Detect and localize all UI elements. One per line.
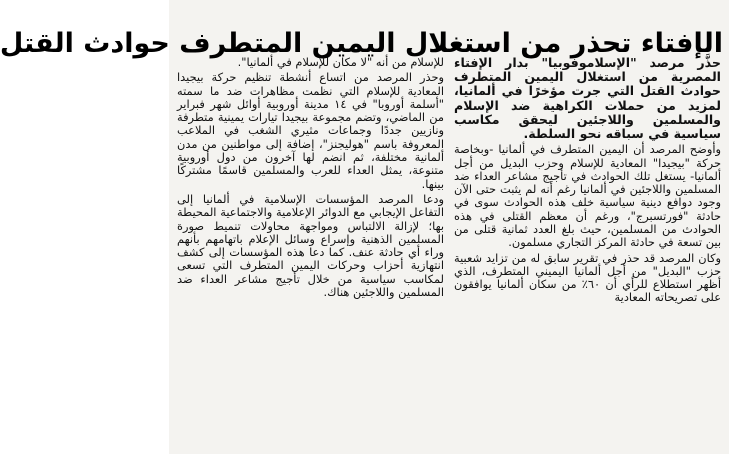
article-body: [177, 56, 721, 454]
body-paragraph: للإسلام من أنه "لا مكان للإسلام في ألمانيا".: [237, 55, 444, 69]
lead-paragraph: حذَّر مرصد "الإسلاموفوبيا" بدار الإفتاء المصرية من استغلال اليمين المتطرف حوادث القتل التي جرت مؤخرًا في ألمانيا، لمزيد من حملات الكراهية ضد الإسلام والمسلمين واللاجئين ليحقق مكاسب سياسية في سباقه نحو السلطة.: [454, 55, 721, 142]
article-column-right: [454, 56, 721, 454]
body-paragraph: وحذر المرصد من اتساع أنشطة تنظيم حركة بيجيدا المعادية للإسلام التي نظمت مظاهرات ضد ما سمته "أسلمة أوروبا" في ١٤ مدينة أوروبية أوائل شهر فبراير من الماضي، وتضم مجموعة بيجيدا تيارات يمينية متطرفة ونازيين جددًا وجماعات مثيري الشغب في الملاعب المعروفة باسم "هوليجنز"، إضافة إلى مواطنين من مدن ألمانية مختلفة، ثم انضم لها آخرون من دول أوروبية متنوعة، يمثل العداء للعرب والمسلمين قاسمًا مشتركًا بينها.: [177, 70, 444, 191]
body-paragraph: وكان المرصد قد حذر في تقرير سابق له من تزايد شعبية حزب "البديل" من أجل ألمانيا اليميني المتطرف، الذي أظهر استطلاع للرأي أن ٦٠٪ من سكان ألمانيا يوافقون على تصريحاته المعادية: [454, 250, 721, 305]
body-paragraph: وأوضح المرصد أن اليمين المتطرف في ألمانيا -وبخاصة حركة "بيجيدا" المعادية للإسلام وحزب البديل من أجل ألمانيا- يستغل تلك الحوادث في تأجيج مشاعر العداء ضد المسلمين واللاجئين في ألمانيا رغم أنه لم يثبت حتى الآن وجود دوافع دينية سياسية خلف هذه الحوادث سوى في حادثة "فورتسبرج"، ورغم أن معظم القتلى في هذه الحوادث من المسلمين، حيث بلغ العدد ثمانية قتلى من بين تسعة في حادثة المركز التجاري مسلمون.: [454, 142, 721, 250]
headline: الإفتاء تحذر من استغلال اليمين المتطرف حوادث القتل: [0, 28, 723, 60]
article-column-left: [177, 56, 444, 454]
body-paragraph: ودعا المرصد المؤسسات الإسلامية في ألمانيا إلى التفاعل الإيجابي مع الدوائر الإعلامية والاجتماعية المحيطة بها؛ لإزالة الالتباس ومواجهة محاولات تنميط صورة المسلمين الذهنية وإسراع وسائل الإعلام باتهامهم بأنهم وراء أي حادثة عنف. كما دعا هذه المؤسسات إلى كشف انتهازية أحزاب وحركات اليمين المتطرف التي تسعى لمكاسب سياسية من خلال تأجيج مشاعر العداء ضد المسلمين واللاجئين هناك.: [177, 191, 444, 300]
